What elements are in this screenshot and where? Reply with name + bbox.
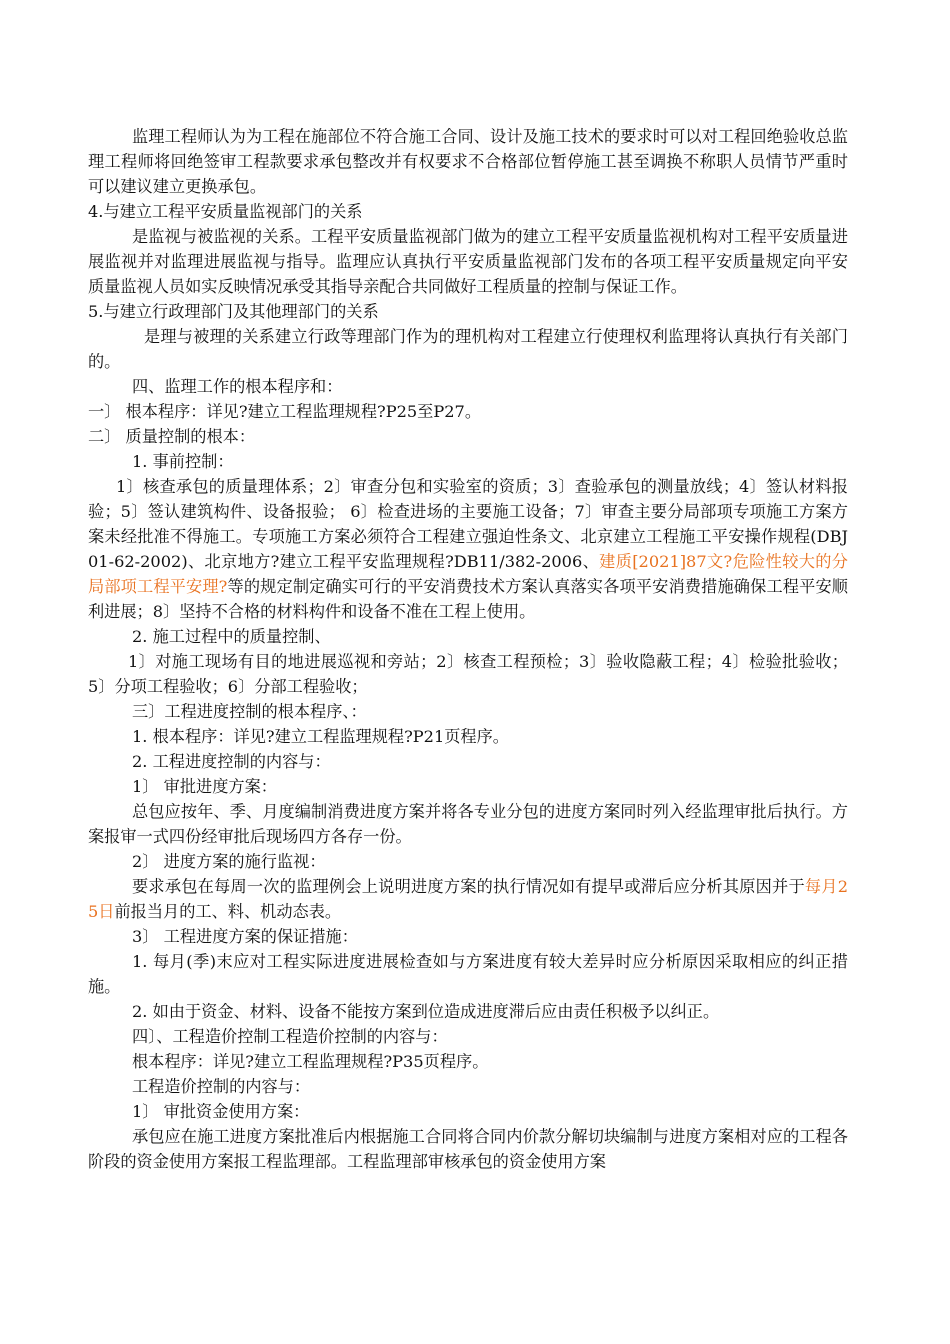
list-item: 2. 施工过程中的质量控制、 <box>132 627 331 646</box>
list-item: 1. 事前控制： <box>132 452 234 471</box>
paragraph: 监理工程师认为为工程在施部位不符合施工合同、设计及施工技术的要求时可以对工程回绝验收总监理工程师将回绝签审工程款要求承包整改并有权要求不合格部位暂停施工甚至调换不称职人员情节严重时可以建议建立更换承包。 <box>88 127 848 196</box>
paragraph: 总包应按年、季、月度编制消费进度方案并将各专业分包的进度方案同时列入经监理审批后执行。方案报审一式四份经审批后现场四方各存一份。 <box>88 802 848 846</box>
section-heading: 5.与建立行政理部门及其他理部门的关系 <box>88 302 379 321</box>
text-run: 等的规定制定确实可行的平安消费技术方案认真落实各项平安消费措施确保工程平安顺利进展；8〕坚持不合格的材料构件和设备不准在工程上使用。 <box>88 577 848 621</box>
paragraph: 工程造价控制的内容与： <box>132 1077 311 1096</box>
list-item: 一〕 根本程序：详见?建立工程监理规程?P25至P27。 <box>88 402 482 421</box>
text-run: 1〕核查承包的质量理体系；2〕审查分包和实验室的资质；3〕查验承包的测量放线；4〕签认材料报验；5〕签认建筑构件、设备报验； 6〕检查进场的主要施工设备；7〕审查主要分局部项专项施工方案方案未经批准不得施工。专项施工方案必须符合工程建立强迫性条文、北京建立工程施工平安操作规程(DBJ01-62-2002)、北京地方?建立工程平安监理规程?DB11/382-2006、 <box>88 477 848 571</box>
paragraph: 是理与被理的关系建立行政等理部门作为的理机构对工程建立行使理权利监理将认真执行有关部门的。 <box>88 327 848 371</box>
highlighted-date: 每月25日 <box>88 877 848 921</box>
paragraph: 承包应在施工进度方案批准后内根据施工合同将合同内价款分解切块编制与进度方案相对应的工程各阶段的资金使用方案报工程监理部。工程监理部审核承包的资金使用方案 <box>88 1127 848 1171</box>
paragraph <box>88 474 848 624</box>
list-item: 二〕 质量控制的根本： <box>88 427 256 446</box>
paragraph: 1〕对施工现场有目的地进展巡视和旁站；2〕核查工程预检；3〕验收隐蔽工程；4〕检验批验收；5〕分项工程验收；6〕分部工程验收； <box>88 652 848 696</box>
paragraph: 是监视与被监视的关系。工程平安质量监视部门做为的建立工程平安质量监视机构对工程平安质量进展监视并对监理进展监视与指导。监理应认真执行平安质量监视部门发布的各项工程平安质量规定向平安质量监视人员如实反映情况承受其指导亲配合共同做好工程质量的控制与保证工作。 <box>88 227 848 296</box>
highlighted-reference: 建质[2021]87文?危险性较大的分局部项工程平安理? <box>88 552 848 596</box>
list-item: 2. 工程进度控制的内容与： <box>132 752 331 771</box>
paragraph: 根本程序：详见?建立工程监理规程?P35页程序。 <box>132 1052 489 1071</box>
paragraph: 2. 如由于资金、材料、设备不能按方案到位造成进度滞后应由责任积极予以纠正。 <box>132 1002 720 1021</box>
document-body <box>88 124 848 1174</box>
list-item: 2〕 进度方案的施行监视： <box>132 852 326 871</box>
list-item: 1. 根本程序：详见?建立工程监理规程?P21页程序。 <box>132 727 509 746</box>
section-heading: 四、监理工作的根本程序和： <box>132 377 343 396</box>
list-item: 3〕 工程进度方案的保证措施： <box>132 927 358 946</box>
paragraph <box>88 874 848 924</box>
section-heading: 四〕、工程造价控制工程造价控制的内容与： <box>132 1027 448 1046</box>
section-heading: 4.与建立工程平安质量监视部门的关系 <box>88 202 363 221</box>
list-item: 1〕 审批进度方案： <box>132 777 277 796</box>
text-run: 前报当月的工、料、机动态表。 <box>114 902 342 921</box>
paragraph: 1. 每月(季)末应对工程实际进度进展检查如与方案进度有较大差异时应分析原因采取相应的纠正措施。 <box>88 952 848 996</box>
list-item: 1〕 审批资金使用方案： <box>132 1102 310 1121</box>
section-heading: 三〕工程进度控制的根本程序、： <box>132 702 367 721</box>
text-run: 要求承包在每周一次的监理例会上说明进度方案的执行情况如有提早或滞后应分析其原因并于 <box>132 877 805 896</box>
